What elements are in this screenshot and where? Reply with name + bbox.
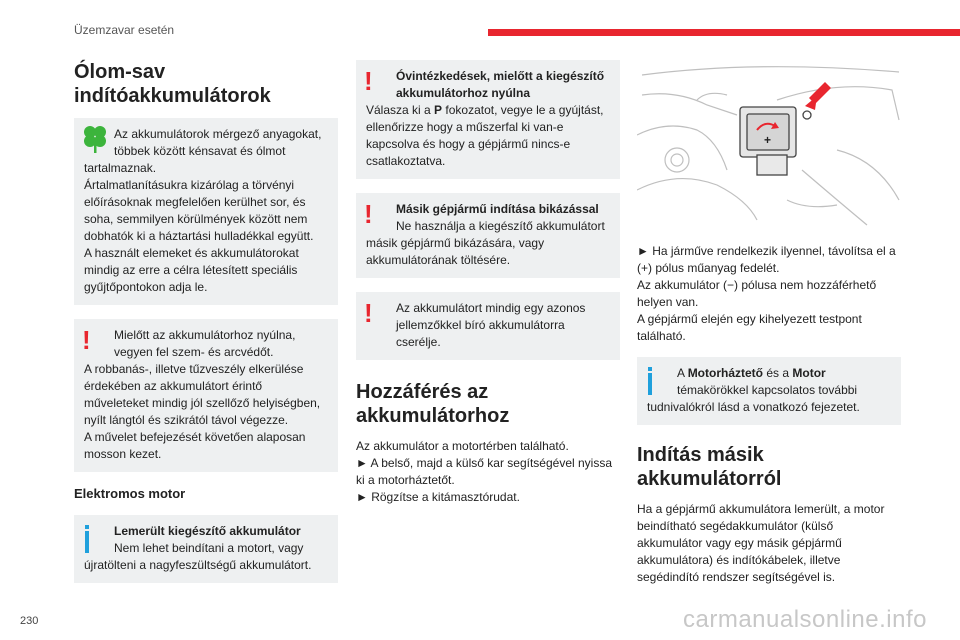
svg-text:+: + [764,133,772,147]
step-open-bonnet: ► A belső, majd a külső kar segítségével nyissa ki a motorháztetőt. [356,456,613,487]
running-header: Üzemzavar esetén [74,23,175,37]
section-title-line: akkumulátorról [637,468,782,490]
info-box-aux-battery [74,515,338,583]
paragraph-negative-terminal: Az akkumulátor (−) pólusa nem hozzáférhető helyen van. [637,278,877,309]
section-title-lead-acid [74,60,338,108]
watermark: carmanualsonline.info [683,606,927,633]
clover-eco-icon [83,124,107,154]
warning-box-precautions [356,60,620,179]
text-fragment: Válasza ki a [366,103,435,117]
info-lead: Nem lehet beindítani a motort, vagy [114,541,304,555]
info-lead-2: témakörökkel kapcsolatos további [677,383,858,397]
warning-exclamation-icon: ! [364,199,373,229]
column-3 [637,60,901,586]
section-title-line: Indítás másik [637,444,764,466]
info-icon [648,367,652,395]
column-1 [74,60,338,597]
section-title-line: akkumulátorhoz [356,405,510,427]
section-title-jump-start [637,443,901,491]
section-title-line: indítóakkumulátorok [74,85,271,107]
warning-text: másik gépjármű bikázására, vagy akkumulátorának töltésére. [366,236,545,267]
section-title-line: Hozzáférés az [356,381,489,403]
warning-box-jump-start [356,193,620,278]
warning-box-replacement [356,292,620,360]
gear-position-p: P [434,103,443,117]
info-icon [85,525,89,553]
warning-title: Másik gépjármű indítása bikázással [396,202,599,216]
warning-lead: Az akkumulátort mindig egy azonos jellemzőkkel bíró akkumulátorra cserélje. [396,301,586,349]
header-accent-bar [488,29,960,36]
eco-notice-text: tartalmaznak. Ártalmatlanításukra kizárólag a törvényi előírásoknak megfelelően kerülhet sor, és soha, semmilyen körülmények között nem dobhatók ki a háztartási hulladékkal együtt. A használt elemeket és akkumulátorokat mindig az erre a célra létesített speciális gyűjtőpontokon adja le. [84,161,314,294]
page-number: 230 [20,615,39,627]
warning-exclamation-icon: ! [364,66,373,96]
warning-box-protection [74,319,338,472]
column-2 [356,60,620,506]
warning-lead: Mielőtt az akkumulátorhoz nyúlna, vegyen fel szem- és arcvédőt. [114,328,296,359]
text-fragment: A [677,366,688,380]
paragraph-location: Az akkumulátor a motortérben található. [356,439,569,453]
eco-notice-box [74,118,338,305]
text-fragment: és a [763,366,793,380]
ref-engine: Motor [792,366,826,380]
ref-bonnet: Motorháztető [687,366,764,380]
paragraph-earth-point: A gépjármű elején egy kihelyezett testpont található. [637,312,862,343]
warning-text: A robbanás-, illetve tűzveszély elkerülése érdekében az akkumulátort érintő műveleteket mindig jól szellőző helyiségben, nyílt lángtól és szikrától távol végezze. A művelet befejezését követően alaposan mosson kezet. [84,362,321,461]
engine-compartment-illustration [637,60,901,228]
step-fix-stay: ► Rögzítse a kitámasztórudat. [356,490,520,504]
subheading-electric-motor: Elektromos motor [74,486,186,501]
warning-lead: Ne használja a kiegészítő akkumulátort [396,219,605,233]
text-fragment: fokozatot, vegye le a gyújtást, ellenőrizze hogy a műszerfal ki van-e kapcsolva és hogy a gépjármű nincs-e csatlakoztatva. [366,103,604,168]
eco-notice-lead: Az akkumulátorok mérgező anyagokat, többek között kénsavat és ólmot [114,127,322,158]
section-title-line: Ólom-sav [74,61,166,83]
section-title-access [356,380,620,428]
warning-text [366,102,610,170]
info-text: újratölteni a nagyfeszültségű akkumulátort. [84,558,312,572]
step-remove-cover: ► Ha járműve rendelkezik ilyennel, távolítsa el a (+) pólus műanyag fedelét. [637,244,896,275]
info-title: Lemerült kiegészítő akkumulátor [114,524,301,538]
info-text: tudnivalókról lásd a vonatkozó fejezetet. [647,400,860,414]
paragraph-jump-start: Ha a gépjármű akkumulátora lemerült, a motor beindítható segédakkumulátor (külső akkumulátor vagy egy másik gépjármű akkumulátora) és indítókábelek, illetve segédindító rendszer segítségével is. [637,502,885,584]
info-box-references [637,357,901,425]
warning-exclamation-icon: ! [364,298,373,328]
warning-title: Óvintézkedések, mielőtt a kiegészítő akkumulátorhoz nyúlna [396,69,605,100]
warning-exclamation-icon: ! [82,325,91,355]
info-lead [647,365,891,382]
